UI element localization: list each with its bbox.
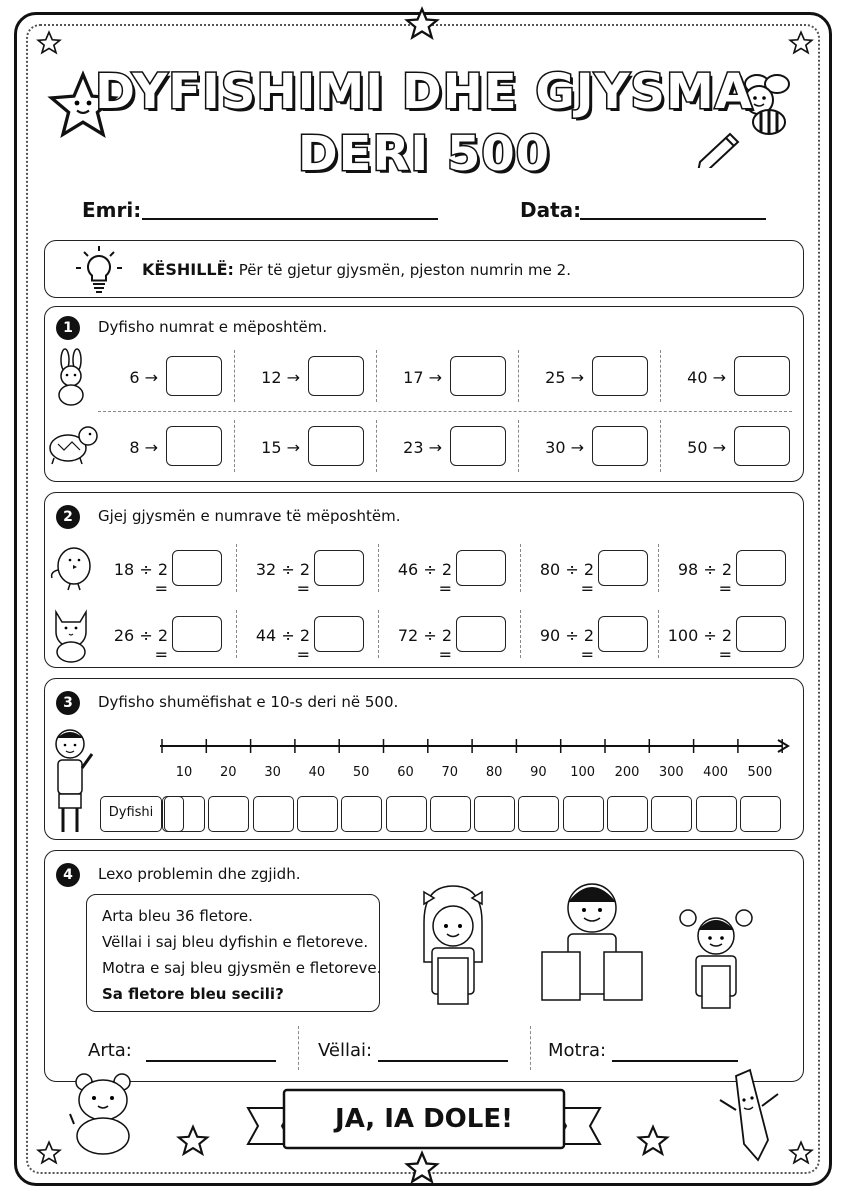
story-question: Sa fletore bleu secili? xyxy=(102,985,284,1003)
tick-label: 80 xyxy=(485,765,503,780)
answer-box[interactable] xyxy=(592,426,648,466)
row-divider xyxy=(98,411,792,412)
exercise-4-number: 4 xyxy=(56,863,80,887)
tick-label: 100 xyxy=(570,765,596,780)
answer-box[interactable] xyxy=(736,616,786,652)
column-divider xyxy=(660,350,661,402)
tick-label: 500 xyxy=(747,765,773,780)
story-line-2: Vëllai i saj bleu dyfishin e fletoreve. xyxy=(102,933,369,951)
answer-box[interactable] xyxy=(166,426,222,466)
story-line-1: Arta bleu 36 fletore. xyxy=(102,907,253,925)
answer-cell[interactable] xyxy=(297,796,338,832)
answer-cell[interactable] xyxy=(518,796,559,832)
answer-field-brother[interactable] xyxy=(378,1038,508,1062)
column-divider xyxy=(378,544,379,592)
answer-box[interactable] xyxy=(166,356,222,396)
answer-cell[interactable] xyxy=(651,796,692,832)
tick-label: 10 xyxy=(175,765,193,780)
column-divider xyxy=(236,610,237,658)
exercise-3-instruction: Dyfisho shumëfishat e 10-s deri në 500. xyxy=(98,693,399,711)
answer-cell[interactable] xyxy=(474,796,515,832)
turtle-icon xyxy=(46,418,100,468)
expression-label: 100 ÷ 2 = xyxy=(667,626,732,664)
girl-with-notebook-icon xyxy=(410,882,496,1010)
expression-label: 40 → xyxy=(687,368,726,387)
star-icon xyxy=(404,6,440,42)
star-icon xyxy=(788,30,814,56)
tick-label: 90 xyxy=(530,765,547,780)
double-row-label: Dyfishi xyxy=(108,805,154,820)
answer-cell[interactable] xyxy=(164,796,205,832)
answer-box[interactable] xyxy=(450,356,506,396)
tick-label: 30 xyxy=(264,765,281,780)
column-divider xyxy=(658,610,659,658)
answer-label-brother: Vëllai: xyxy=(318,1040,373,1061)
answer-box[interactable] xyxy=(734,426,790,466)
name-label: Emri: xyxy=(82,198,142,222)
answer-box[interactable] xyxy=(598,616,648,652)
column-divider xyxy=(520,610,521,658)
exercise-1-instruction: Dyfisho numrat e mëposhtëm. xyxy=(98,318,328,336)
column-divider xyxy=(378,610,379,658)
star-icon xyxy=(636,1124,670,1158)
tick-label: 300 xyxy=(658,765,684,780)
answer-cell[interactable] xyxy=(696,796,737,832)
boy-with-notebooks-icon xyxy=(538,872,646,1008)
expression-label: 26 ÷ 2 = xyxy=(113,626,168,664)
answer-box[interactable] xyxy=(314,550,364,586)
tip-label: KËSHILLË: xyxy=(142,260,234,279)
expression-label: 44 ÷ 2 = xyxy=(255,626,310,664)
answer-cell[interactable] xyxy=(341,796,382,832)
star-icon xyxy=(36,30,62,56)
expression-label: 32 ÷ 2 = xyxy=(255,560,310,598)
answer-box[interactable] xyxy=(592,356,648,396)
tip-text: Për të gjetur gjysmën, pjeston numrin me 2. xyxy=(233,261,571,279)
expression-label: 15 → xyxy=(261,438,300,457)
answer-label-sister: Motra: xyxy=(548,1040,607,1061)
answer-cell[interactable] xyxy=(208,796,249,832)
exercise-2-number: 2 xyxy=(56,505,80,529)
answer-cell[interactable] xyxy=(386,796,427,832)
answer-cell[interactable] xyxy=(253,796,294,832)
star-icon xyxy=(788,1140,814,1166)
answer-box[interactable] xyxy=(734,356,790,396)
page-subtitle: DERI 500 xyxy=(297,126,551,182)
answer-cell[interactable] xyxy=(563,796,604,832)
number-line xyxy=(150,730,800,764)
star-icon xyxy=(36,1140,62,1166)
little-girl-with-notebook-icon xyxy=(678,900,754,1012)
expression-label: 12 → xyxy=(261,368,300,387)
answer-box[interactable] xyxy=(456,616,506,652)
answer-box[interactable] xyxy=(450,426,506,466)
chick-icon xyxy=(46,540,98,594)
column-divider xyxy=(236,544,237,592)
column-divider xyxy=(658,544,659,592)
exercise-1-number: 1 xyxy=(56,316,80,340)
answer-box[interactable] xyxy=(172,616,222,652)
expression-label: 25 → xyxy=(545,368,584,387)
story-line-3: Motra e saj bleu gjysmën e fletoreve. xyxy=(102,959,382,977)
expression-label: 72 ÷ 2 = xyxy=(397,626,452,664)
cat-icon xyxy=(46,606,96,664)
answer-field-arta[interactable] xyxy=(146,1038,276,1062)
answer-box[interactable] xyxy=(308,356,364,396)
expression-label: 23 → xyxy=(403,438,442,457)
tip-text-line xyxy=(142,260,571,279)
exercise-2-instruction: Gjej gjysmën e numrave të mëposhtëm. xyxy=(98,507,401,525)
boy-pointing-icon xyxy=(46,724,100,838)
tick-label: 50 xyxy=(352,765,370,780)
lightbulb-icon xyxy=(72,244,126,298)
expression-label: 80 ÷ 2 = xyxy=(539,560,594,598)
answer-divider xyxy=(530,1026,531,1070)
answer-box[interactable] xyxy=(308,426,364,466)
answer-cell[interactable] xyxy=(607,796,648,832)
tick-label: 60 xyxy=(397,765,414,780)
answer-box[interactable] xyxy=(172,550,222,586)
answer-box[interactable] xyxy=(736,550,786,586)
happy-pencil-icon xyxy=(706,1060,786,1166)
answer-box[interactable] xyxy=(456,550,506,586)
page-title: DYFISHIMI DHE GJYSMA xyxy=(95,64,753,120)
answer-divider xyxy=(298,1026,299,1070)
column-divider xyxy=(376,420,377,472)
expression-label: 50 → xyxy=(687,438,726,457)
column-divider xyxy=(660,420,661,472)
name-field[interactable] xyxy=(142,196,438,220)
column-divider xyxy=(518,350,519,402)
star-icon xyxy=(176,1124,210,1158)
column-divider xyxy=(520,544,521,592)
hamster-icon xyxy=(66,1070,140,1156)
banner-text: JA, IA DOLE! xyxy=(335,1104,513,1134)
column-divider xyxy=(518,420,519,472)
expression-label: 98 ÷ 2 = xyxy=(677,560,732,598)
tick-label: 200 xyxy=(614,765,640,780)
date-label: Data: xyxy=(520,198,582,222)
column-divider xyxy=(376,350,377,402)
column-divider xyxy=(234,350,235,402)
date-field[interactable] xyxy=(580,196,766,220)
answer-label-arta: Arta: xyxy=(88,1040,132,1061)
tick-label: 70 xyxy=(441,765,459,780)
answer-cell[interactable] xyxy=(430,796,471,832)
bunny-icon xyxy=(50,348,92,406)
tick-label: 20 xyxy=(220,765,237,780)
tick-label: 400 xyxy=(703,765,728,780)
tick-label: 40 xyxy=(308,765,326,780)
expression-label: 30 → xyxy=(545,438,584,457)
expression-label: 46 ÷ 2 = xyxy=(397,560,452,598)
expression-label: 90 ÷ 2 = xyxy=(539,626,594,664)
expression-label: 17 → xyxy=(403,368,442,387)
answer-cell[interactable] xyxy=(740,796,781,832)
exercise-3-number: 3 xyxy=(56,691,80,715)
expression-label: 8 → xyxy=(129,438,158,457)
expression-label: 6 → xyxy=(129,368,158,387)
expression-label: 18 ÷ 2 = xyxy=(113,560,168,598)
column-divider xyxy=(234,420,235,472)
answer-field-sister[interactable] xyxy=(612,1038,738,1062)
star-icon xyxy=(404,1150,440,1186)
answer-box[interactable] xyxy=(314,616,364,652)
answer-box[interactable] xyxy=(598,550,648,586)
exercise-4-instruction: Lexo problemin dhe zgjidh. xyxy=(98,865,301,883)
